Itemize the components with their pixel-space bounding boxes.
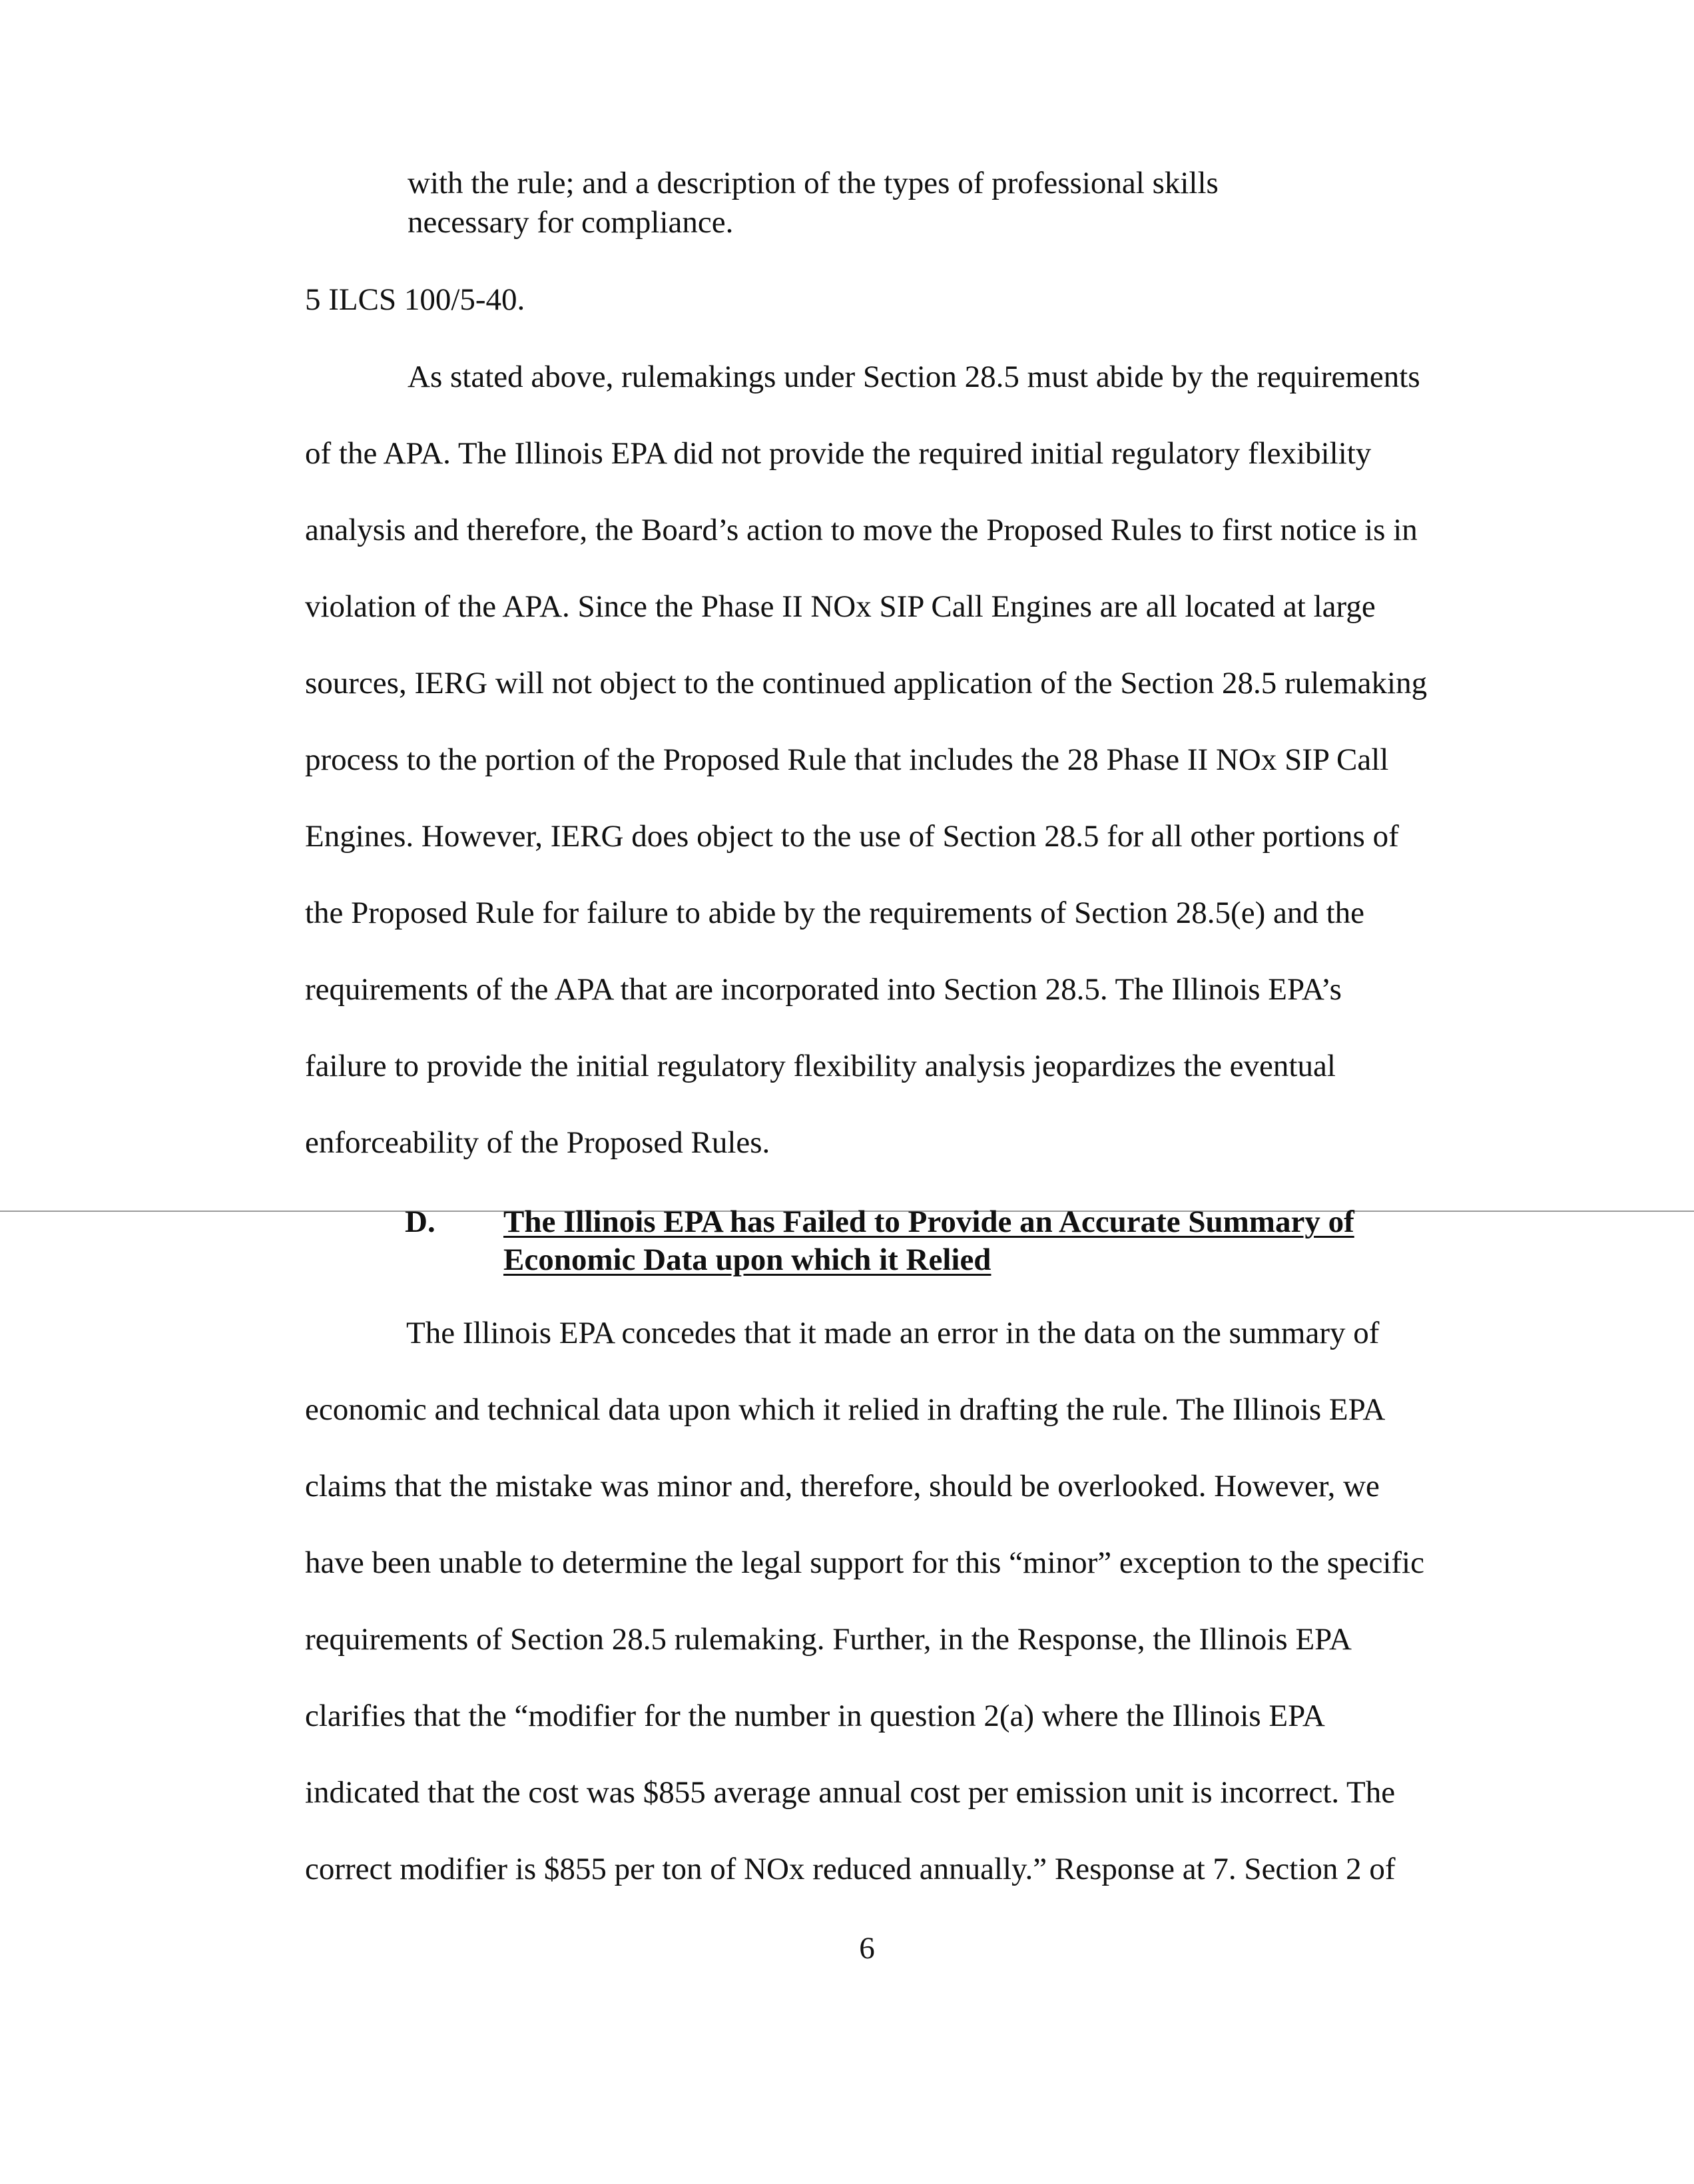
paragraph1-line-7: Engines. However, IERG does object to the use of Section 28.5 for all other portions of xyxy=(305,819,1399,854)
paragraph1-line-8: the Proposed Rule for failure to abide by the requirements of Section 28.5(e) and the xyxy=(305,896,1365,930)
paragraph1-line-11: enforceability of the Proposed Rules. xyxy=(305,1125,770,1160)
paragraph2-line-1: The Illinois EPA concedes that it made an error in the data on the summary of xyxy=(406,1316,1380,1350)
paragraph2-line-8: correct modifier is $855 per ton of NOx reduced annually.” Response at 7. Section 2 of xyxy=(305,1852,1396,1886)
paragraph1-line-4: violation of the APA. Since the Phase II NOx SIP Call Engines are all located at large xyxy=(305,589,1376,624)
paragraph1-line-6: process to the portion of the Proposed Rule that includes the 28 Phase II NOx SIP Call xyxy=(305,742,1389,777)
quote-line-2: necessary for compliance. xyxy=(408,205,734,240)
paragraph2-line-3: claims that the mistake was minor and, therefore, should be overlooked. However, we xyxy=(305,1469,1380,1503)
section-heading-letter: D. xyxy=(405,1205,435,1239)
paragraph1-line-5: sources, IERG will not object to the continued application of the Section 28.5 rulemaking xyxy=(305,666,1428,700)
section-heading-line-2: Economic Data upon which it Relied xyxy=(503,1242,991,1277)
citation: 5 ILCS 100/5-40. xyxy=(305,282,525,317)
paragraph2-line-2: economic and technical data upon which it relied in drafting the rule. The Illinois EPA xyxy=(305,1392,1386,1427)
paragraph2-line-4: have been unable to determine the legal support for this “minor” exception to the specific xyxy=(305,1545,1424,1580)
paragraph1-line-9: requirements of the APA that are incorporated into Section 28.5. The Illinois EPA’s xyxy=(305,972,1342,1007)
paragraph1-line-2: of the APA. The Illinois EPA did not provide the required initial regulatory flexibility xyxy=(305,436,1372,471)
page-number: 6 xyxy=(859,1931,875,1966)
paragraph2-line-6: clarifies that the “modifier for the number in question 2(a) where the Illinois EPA xyxy=(305,1699,1325,1733)
section-heading-line-1: The Illinois EPA has Failed to Provide an Accurate Summary of xyxy=(503,1205,1354,1239)
quote-line-1: with the rule; and a description of the types of professional skills xyxy=(408,166,1219,200)
paragraph2-line-5: requirements of Section 28.5 rulemaking. Further, in the Response, the Illinois EPA xyxy=(305,1622,1352,1657)
paragraph1-line-1: As stated above, rulemakings under Section 28.5 must abide by the requirements xyxy=(408,360,1420,394)
paragraph1-line-3: analysis and therefore, the Board’s action to move the Proposed Rules to first notice is in xyxy=(305,513,1418,547)
paragraph2-line-7: indicated that the cost was $855 average annual cost per emission unit is incorrect. The xyxy=(305,1775,1396,1810)
paragraph1-line-10: failure to provide the initial regulatory flexibility analysis jeopardizes the eventual xyxy=(305,1049,1336,1083)
